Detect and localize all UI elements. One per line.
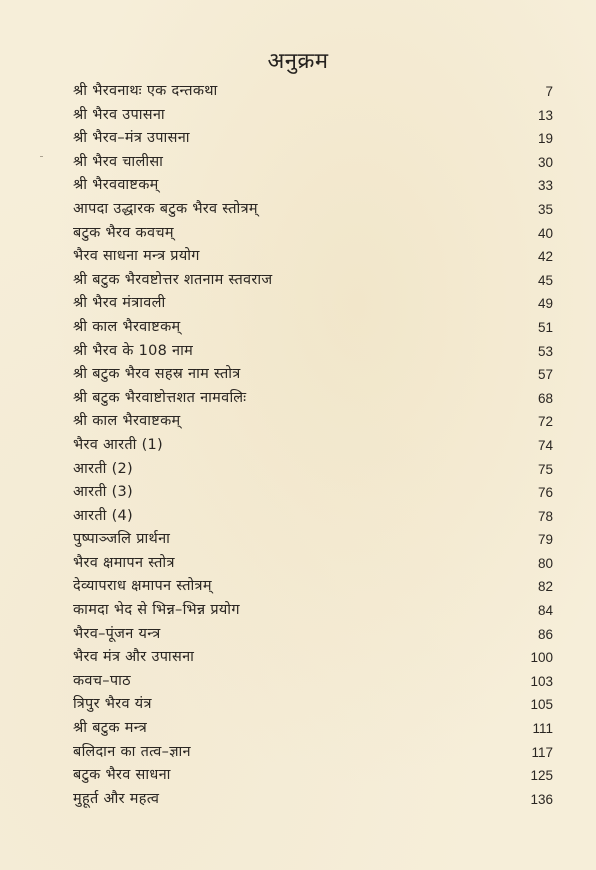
toc-entry <box>73 741 553 765</box>
toc-entry-page-number: 103 <box>530 673 553 689</box>
toc-entry-page-number: 136 <box>530 791 553 807</box>
toc-entry-title: श्री बटुक भैरव सहस्र नाम स्तोत्र <box>73 366 241 383</box>
toc-entry <box>73 481 553 505</box>
toc-entry-title: श्री बटुक भैरवाष्टोत्तशत नामवलिः <box>73 389 247 406</box>
toc-entry <box>73 505 553 529</box>
toc-entry-title: त्रिपुर भैरव यंत्र <box>73 696 152 713</box>
toc-entry <box>73 670 553 694</box>
toc-entry <box>73 764 553 788</box>
toc-entry <box>73 127 553 151</box>
toc-entry <box>73 693 553 717</box>
toc-entry <box>73 222 553 246</box>
toc-entry-title: आरती (3) <box>73 484 134 501</box>
toc-entry-page-number: 105 <box>530 697 553 713</box>
toc-entry-title: श्री बटुक भैरवष्टोत्तर शतनाम स्तवराज <box>73 271 273 288</box>
toc-entry-page-number: 49 <box>537 296 553 312</box>
toc-entry <box>73 363 553 387</box>
toc-entry-title: श्री भैरव उपासना <box>73 106 165 123</box>
toc-entry <box>73 80 553 104</box>
toc-entry-title: श्री भैरववाष्टकम् <box>73 177 159 194</box>
toc-entry-title: श्री काल भैरवाष्टकम् <box>73 318 181 335</box>
toc-entry-title: भैरव साधना मन्त्र प्रयोग <box>73 248 200 265</box>
toc-entry <box>73 316 553 340</box>
toc-entry <box>73 151 553 175</box>
toc-entry-title: श्री काल भैरवाष्टकम् <box>73 413 181 430</box>
toc-entry-page-number: 42 <box>537 249 553 265</box>
toc-entry-page-number: 40 <box>537 225 553 241</box>
toc-entry-page-number: 45 <box>537 272 553 288</box>
toc-entry-title: श्री भैरव के 108 नाम <box>73 342 194 359</box>
toc-entry-title: आरती (2) <box>73 460 134 477</box>
toc-entry <box>73 528 553 552</box>
toc-entry-title: आरती (4) <box>73 507 134 524</box>
toc-entry-title: श्री भैरव चालीसा <box>73 153 164 170</box>
toc-entry-page-number: 51 <box>537 319 553 335</box>
toc-entry-title: बटुक भैरव कवचम् <box>73 224 174 241</box>
table-of-contents <box>73 80 553 811</box>
toc-entry-page-number: 72 <box>537 414 553 430</box>
toc-entry <box>73 410 553 434</box>
toc-entry-page-number: 7 <box>545 84 553 99</box>
toc-entry-page-number: 75 <box>537 461 553 477</box>
toc-entry <box>73 788 553 812</box>
toc-entry-page-number: 84 <box>537 603 553 619</box>
toc-entry-page-number: 35 <box>537 201 553 217</box>
toc-entry-title: भैरव–पूंजन यन्त्र <box>73 625 161 642</box>
toc-entry-page-number: 30 <box>537 154 553 170</box>
toc-entry-page-number: 117 <box>531 744 553 760</box>
toc-entry <box>73 646 553 670</box>
toc-entry-page-number: 13 <box>537 107 553 123</box>
toc-entry-page-number: 100 <box>530 650 553 666</box>
toc-entry <box>73 575 553 599</box>
toc-entry <box>73 599 553 623</box>
toc-entry-page-number: 19 <box>537 131 553 147</box>
toc-entry <box>73 245 553 269</box>
toc-entry-page-number: 86 <box>537 626 553 642</box>
toc-entry-title: पुष्पाञ्जलि प्रार्थना <box>73 531 171 548</box>
toc-entry-title: कवच–पाठ <box>73 672 131 689</box>
toc-entry-page-number: 33 <box>537 178 553 194</box>
toc-entry-page-number: 68 <box>537 390 553 406</box>
toc-entry <box>73 198 553 222</box>
toc-entry-page-number: 82 <box>537 579 553 595</box>
toc-entry <box>73 458 553 482</box>
toc-entry-title: श्री बटुक मन्त्र <box>73 720 148 737</box>
toc-entry-title: देव्यापराध क्षमापन स्तोत्रम् <box>73 578 212 595</box>
toc-entry-page-number: 76 <box>537 485 553 501</box>
toc-entry <box>73 623 553 647</box>
toc-entry-page-number: 74 <box>537 437 553 453</box>
toc-entry-title: भैरव आरती (1) <box>73 436 164 453</box>
toc-entry-title: श्री भैरव मंत्रावली <box>73 295 166 312</box>
toc-entry-title: श्री भैरव–मंत्र उपासना <box>73 130 190 147</box>
toc-entry-title: मुहूर्त और महत्व <box>73 790 160 807</box>
toc-entry-page-number: 53 <box>537 343 553 359</box>
toc-entry <box>73 340 553 364</box>
toc-entry-title: कामदा भेद से भिन्न–भिन्न प्रयोग <box>73 602 240 619</box>
toc-entry-page-number: 78 <box>537 508 553 524</box>
toc-entry <box>73 387 553 411</box>
toc-entry-page-number: 125 <box>530 768 553 784</box>
toc-entry-page-number: 79 <box>537 532 553 548</box>
toc-entry-page-number: 57 <box>537 367 553 383</box>
toc-entry-title: भैरव क्षमापन स्तोत्र <box>73 554 175 571</box>
toc-entry-title: भैरव मंत्र और उपासना <box>73 649 195 666</box>
toc-entry <box>73 717 553 741</box>
toc-entry <box>73 552 553 576</box>
toc-entry <box>73 434 553 458</box>
toc-entry <box>73 269 553 293</box>
toc-entry-title: आपदा उद्धारक बटुक भैरव स्तोत्रम् <box>73 200 258 217</box>
page-title: अनुक्रम <box>267 48 329 74</box>
toc-entry <box>73 292 553 316</box>
toc-entry-page-number: 80 <box>537 555 553 571</box>
toc-entry-title: श्री भैरवनाथः एक दन्तकथा <box>73 83 218 99</box>
paper-speck <box>40 156 43 157</box>
toc-entry-page-number: 111 <box>532 721 553 737</box>
toc-entry <box>73 104 553 128</box>
toc-entry-title: बलिदान का तत्व–ज्ञान <box>73 743 191 760</box>
toc-entry-title: बटुक भैरव साधना <box>73 767 171 784</box>
toc-entry <box>73 174 553 198</box>
